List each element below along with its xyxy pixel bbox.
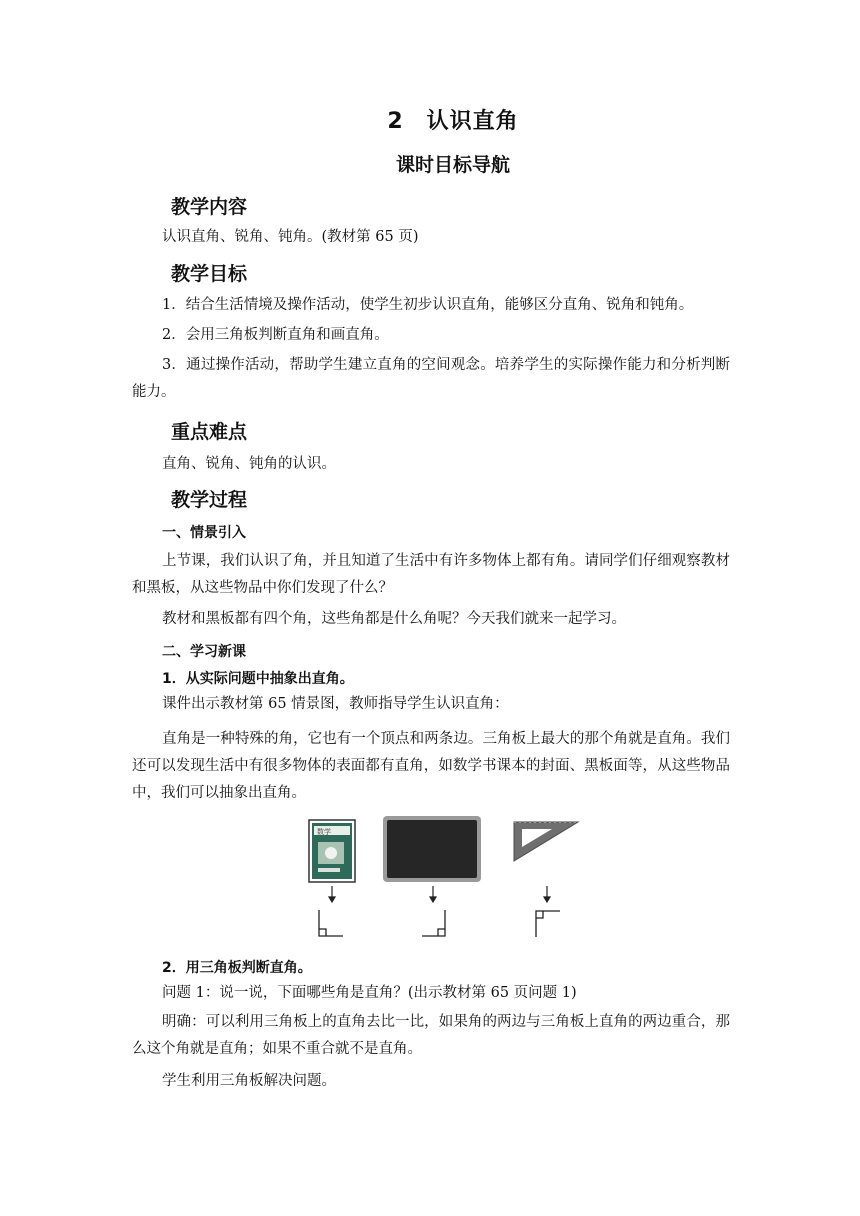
book-cover-image — [309, 820, 355, 882]
blackboard-image — [383, 816, 481, 882]
heading-keys: 重点难点 — [171, 421, 248, 443]
part2-title: 二、学习新课 — [162, 644, 246, 660]
down-arrows — [329, 886, 550, 902]
book-cover-label: 数学 — [317, 828, 331, 836]
step1-paragraph-2: 直角是一种特殊的角，它也有一个顶点和两条边。三角板上最大的那个角就是直角。我们还可以发现生活中有很多物体的表面都有直角，如数学书课本的封面、黑板面等，从这些物品中，我们可以抽象出直角。 — [132, 731, 730, 801]
lesson-title: 2 认识直角 — [387, 109, 519, 134]
goal-item-2: 2．会用三角板判断直角和画直角。 — [162, 327, 389, 343]
right-angle-diagrams — [319, 910, 560, 937]
heading-process: 教学过程 — [171, 489, 248, 511]
keys-text: 直角、锐角、钝角的认识。 — [162, 456, 336, 472]
goal-item-1: 1．结合生活情境及操作活动，使学生初步认识直角，能够区分直角、锐角和钝角。 — [162, 297, 694, 313]
part1-paragraph-2: 教材和黑板都有四个角，这些角都是什么角呢？今天我们就来一起学习。 — [162, 611, 626, 627]
set-square-image — [514, 822, 578, 861]
goal-item-3: 3．通过操作活动，帮助学生建立直角的空间观念。培养学生的实际操作能力和分析判断能力。 — [132, 357, 730, 400]
content-text: 认识直角、锐角、钝角。(教材第 65 页) — [162, 229, 419, 245]
part1-paragraph-1: 上节课，我们认识了角，并且知道了生活中有许多物体上都有角。请同学们仔细观察教材和黑板，从这些物品中你们发现了什么？ — [132, 553, 730, 596]
step2-paragraph-1: 问题 1：说一说，下面哪些角是直角？(出示教材第 65 页问题 1) — [162, 985, 577, 1001]
heading-content: 教学内容 — [171, 196, 248, 218]
lesson-subtitle: 课时目标导航 — [395, 154, 510, 176]
heading-goals: 教学目标 — [171, 263, 248, 285]
part1-title: 一、情景引入 — [162, 525, 246, 541]
step2-title: 2．用三角板判断直角。 — [162, 960, 312, 976]
step1-title: 1．从实际问题中抽象出直角。 — [162, 671, 354, 687]
step1-paragraph-1: 课件出示教材第 65 情景图，教师指导学生认识直角： — [162, 696, 509, 712]
step2-paragraph-2: 明确：可以利用三角板上的直角去比一比，如果角的两边与三角板上直角的两边重合，那么这个角就是直角；如果不重合就不是直角。 — [132, 1014, 730, 1057]
step2-paragraph-3: 学生利用三角板解决问题。 — [162, 1073, 336, 1089]
